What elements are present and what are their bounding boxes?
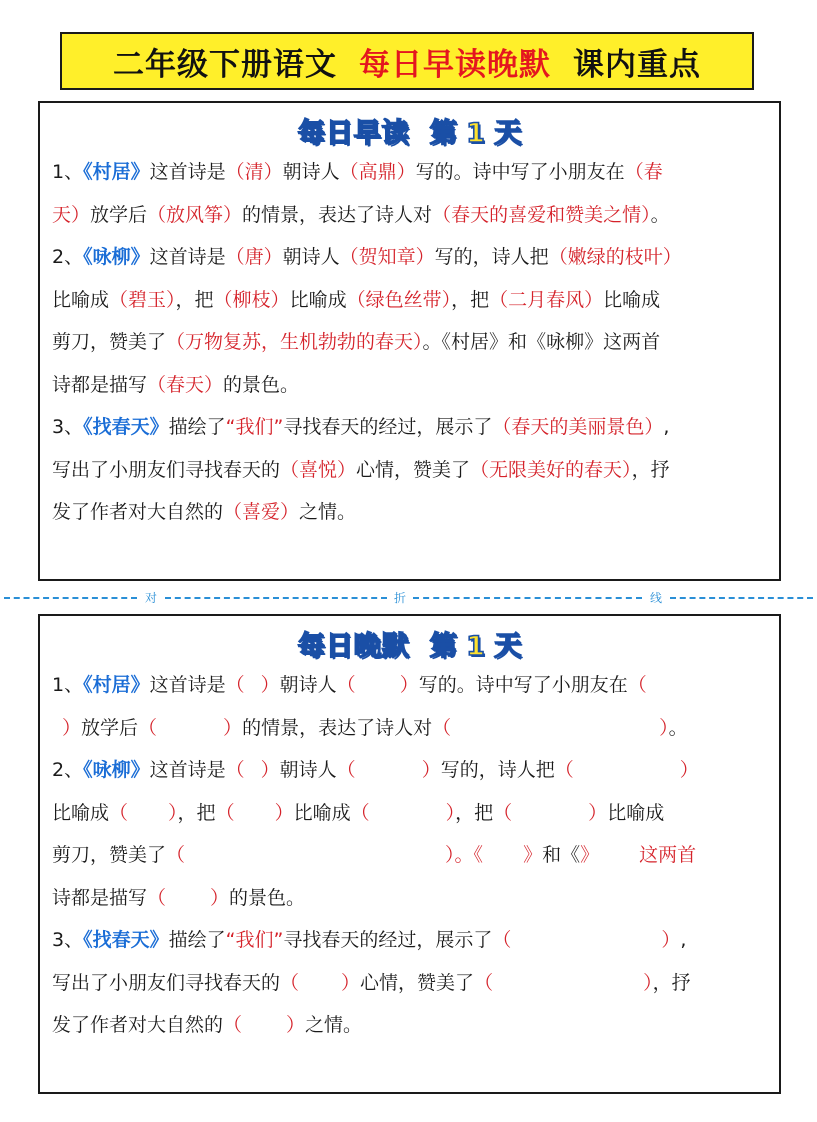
text-segment: （ — [336, 674, 356, 696]
text-segment: 寻找春天的经过，展示了 — [283, 416, 493, 438]
text-segment: ） — [286, 1014, 306, 1036]
text-segment: 的情景，表达了诗人对 — [242, 203, 433, 226]
text-segment: （ — [280, 971, 300, 994]
text-segment: 。《 — [454, 844, 484, 866]
text-segment: 《咏柳》 — [83, 759, 150, 781]
text-segment: ） — [445, 844, 455, 866]
text-segment: 的情景，表达了诗人对 — [242, 716, 433, 739]
text-segment: （ — [474, 971, 494, 994]
text-segment: 放学后 — [81, 716, 139, 739]
text-segment: ） — [643, 971, 653, 994]
line — [52, 1004, 770, 1047]
text-segment: 比喻成 — [289, 288, 347, 311]
text-segment: 这首诗是 — [149, 674, 226, 696]
text-segment: 心情，赞美了 — [360, 971, 475, 994]
text-segment: 写的，诗人把 — [440, 759, 555, 781]
title-grade: 二年级下册语文 — [113, 46, 337, 83]
text-segment: ） — [210, 886, 230, 909]
line — [52, 877, 770, 920]
text-segment: （ — [147, 886, 167, 909]
title-focus: 课内重点 — [573, 46, 701, 83]
text-segment: ，把 — [177, 801, 216, 824]
text-segment: （ — [109, 801, 129, 824]
text-segment: （春天） — [147, 373, 224, 396]
text-segment: 心情，赞美了 — [356, 458, 471, 481]
text-segment: ，把 — [455, 801, 494, 824]
fold-char-2: 折 — [393, 591, 406, 605]
evening-dictation-card — [38, 614, 781, 1094]
text-segment: （万物复苏，生机勃勃的春天） — [166, 331, 423, 353]
text-segment: 和 — [508, 331, 528, 353]
text-segment: 这两首 — [603, 331, 661, 353]
morning-heading-text: 每日早读 — [297, 117, 410, 149]
line — [52, 321, 770, 364]
text-segment: ） — [274, 801, 294, 824]
text-segment: 朝诗人 — [279, 674, 337, 696]
text-segment: （ — [215, 801, 235, 824]
text-segment: 1、 — [52, 161, 84, 183]
text-segment: 《咏柳》 — [83, 246, 150, 268]
text-segment: 天） — [52, 203, 91, 226]
text-segment: ） — [168, 801, 178, 824]
text-segment: 《找春天》 — [83, 929, 169, 951]
text-segment: （ — [166, 844, 186, 866]
morning-reading-card — [38, 101, 781, 581]
text-segment: 的景色。 — [223, 373, 300, 396]
text-segment: ） — [260, 674, 280, 696]
text-segment: ，抒 — [631, 458, 670, 481]
text-segment: （ — [223, 1014, 243, 1036]
text-segment: （唐） — [225, 246, 283, 268]
text-segment: 。 — [650, 203, 670, 226]
text-segment: 和《 — [542, 844, 581, 866]
text-segment: ） — [341, 971, 361, 994]
text-segment: ） — [260, 759, 280, 781]
text-segment: 比喻成 — [52, 288, 110, 311]
text-segment: 这首诗是 — [149, 759, 226, 781]
text-segment: （贺知章） — [339, 246, 435, 268]
text-segment: （绿色丝带） — [346, 288, 452, 311]
text-segment: 。 — [668, 716, 688, 739]
text-segment: 这首诗是 — [149, 246, 226, 268]
text-segment: 之情。 — [299, 501, 357, 523]
text-segment: 这两首 — [639, 844, 697, 866]
morning-day-label: 第 1 天 — [429, 117, 522, 149]
line — [52, 279, 770, 322]
fold-char-3: 线 — [649, 591, 662, 605]
text-segment: （ — [627, 674, 647, 696]
text-segment: ） — [588, 801, 608, 824]
text-segment: 比喻成 — [52, 801, 110, 824]
text-segment: 《村居》 — [83, 674, 150, 696]
dashed-divider — [165, 597, 387, 599]
text-segment: 3、 — [52, 416, 84, 438]
text-segment: （ — [493, 801, 513, 824]
text-segment: （放风筝） — [147, 203, 243, 226]
morning-content — [52, 151, 770, 534]
text-segment: 2、 — [52, 246, 84, 268]
text-segment: 。《村居》 — [422, 331, 509, 353]
text-segment: （碧玉） — [109, 288, 176, 311]
text-segment: 剪刀，赞美了 — [52, 844, 167, 866]
text-segment: 比喻成 — [603, 288, 661, 311]
text-segment: ） — [223, 716, 243, 739]
text-segment: （ — [492, 929, 512, 951]
text-segment: （二月春风） — [489, 288, 604, 311]
text-segment: 《咏柳》 — [527, 331, 604, 353]
text-segment: 朝诗人 — [282, 161, 340, 183]
text-segment: ） — [421, 759, 441, 781]
text-segment: （喜爱） — [223, 501, 300, 523]
text-segment: 》 — [523, 844, 543, 866]
line — [52, 236, 770, 279]
text-segment: 写的。诗中写了小朋友在 — [418, 674, 628, 696]
text-segment: 比喻成 — [607, 801, 665, 824]
dashed-divider — [413, 597, 642, 599]
text-segment: （ — [336, 759, 356, 781]
text-segment: （ — [138, 716, 158, 739]
line — [52, 792, 770, 835]
line — [52, 194, 770, 237]
text-segment: 诗都是描写 — [52, 886, 148, 909]
text-segment: （喜悦） — [280, 458, 357, 481]
text-segment: （ — [350, 801, 370, 824]
text-segment: ，把 — [451, 288, 490, 311]
text-segment: 描绘了 — [168, 929, 226, 951]
line — [52, 406, 770, 449]
text-segment: （ — [554, 759, 574, 781]
text-segment: 2、 — [52, 759, 84, 781]
evening-day-label: 第 1 天 — [429, 630, 522, 662]
text-segment: 这首诗是 — [149, 161, 226, 183]
text-segment: 放学后 — [90, 203, 148, 226]
text-segment: 《找春天》 — [83, 416, 169, 438]
text-segment: ） — [445, 801, 456, 824]
text-segment: 》 — [580, 844, 600, 866]
text-segment: 诗都是描写 — [52, 373, 148, 396]
text-segment: （ — [225, 674, 245, 696]
text-segment: ） — [399, 674, 419, 696]
fold-line — [0, 588, 817, 608]
text-segment: （清） — [225, 161, 283, 183]
line — [52, 962, 770, 1005]
text-segment: 之情。 — [305, 1014, 363, 1036]
evening-heading — [40, 626, 779, 660]
text-segment: ） — [62, 716, 82, 739]
text-segment: 剪刀，赞美了 — [52, 331, 167, 353]
text-segment: （春天的喜爱和赞美之情） — [432, 203, 651, 226]
text-segment: 写出了小朋友们寻找春天的 — [52, 971, 281, 994]
text-segment: 比喻成 — [293, 801, 351, 824]
text-segment: 寻找春天的经过，展示了 — [283, 929, 493, 951]
text-segment: （嫩绿的枝叶） — [548, 246, 682, 268]
text-segment: ） — [679, 759, 699, 781]
text-segment: （ — [225, 759, 245, 781]
dashed-divider — [4, 597, 137, 599]
text-segment: 朝诗人 — [282, 246, 340, 268]
text-segment: （无限美好的春天） — [470, 458, 632, 481]
line — [52, 749, 770, 792]
evening-content — [52, 664, 770, 1047]
text-segment: , — [680, 929, 687, 951]
text-segment: 描绘了 — [168, 416, 226, 438]
text-segment: 3、 — [52, 929, 84, 951]
line — [52, 491, 770, 534]
morning-heading — [40, 113, 779, 147]
text-segment: （ — [432, 716, 452, 739]
text-segment: 发了作者对大自然的 — [52, 1014, 224, 1036]
text-segment: 写的，诗人把 — [434, 246, 549, 268]
line — [52, 919, 770, 962]
text-segment: ） — [659, 716, 669, 739]
text-segment: 写的。诗中写了小朋友在 — [415, 161, 625, 183]
line — [52, 364, 770, 407]
dashed-divider — [670, 597, 813, 599]
text-segment: 《村居》 — [83, 161, 150, 183]
text-segment: 的景色。 — [229, 886, 306, 909]
text-segment: “我们” — [225, 416, 284, 438]
text-segment: 发了作者对大自然的 — [52, 501, 224, 523]
text-segment: , — [663, 416, 670, 438]
text-segment: （春天的美丽景色） — [492, 416, 664, 438]
text-segment: ，抒 — [652, 971, 691, 994]
text-segment: （春 — [624, 161, 663, 183]
page-title-banner — [60, 32, 754, 90]
text-segment: （高鼎） — [339, 161, 416, 183]
text-segment: “我们” — [225, 929, 284, 951]
text-segment: 朝诗人 — [279, 759, 337, 781]
line — [52, 707, 770, 750]
title-daily: 每日早读晚默 — [359, 46, 551, 83]
line — [52, 449, 770, 492]
text-segment: 1、 — [52, 674, 84, 696]
line — [52, 151, 770, 194]
line — [52, 834, 770, 877]
text-segment: 写出了小朋友们寻找春天的 — [52, 458, 281, 481]
evening-heading-text: 每日晚默 — [297, 630, 410, 662]
text-segment: ，把 — [175, 288, 214, 311]
text-segment: ） — [661, 929, 681, 951]
line — [52, 664, 770, 707]
fold-char-1: 对 — [144, 591, 157, 605]
text-segment: （柳枝） — [213, 288, 290, 311]
